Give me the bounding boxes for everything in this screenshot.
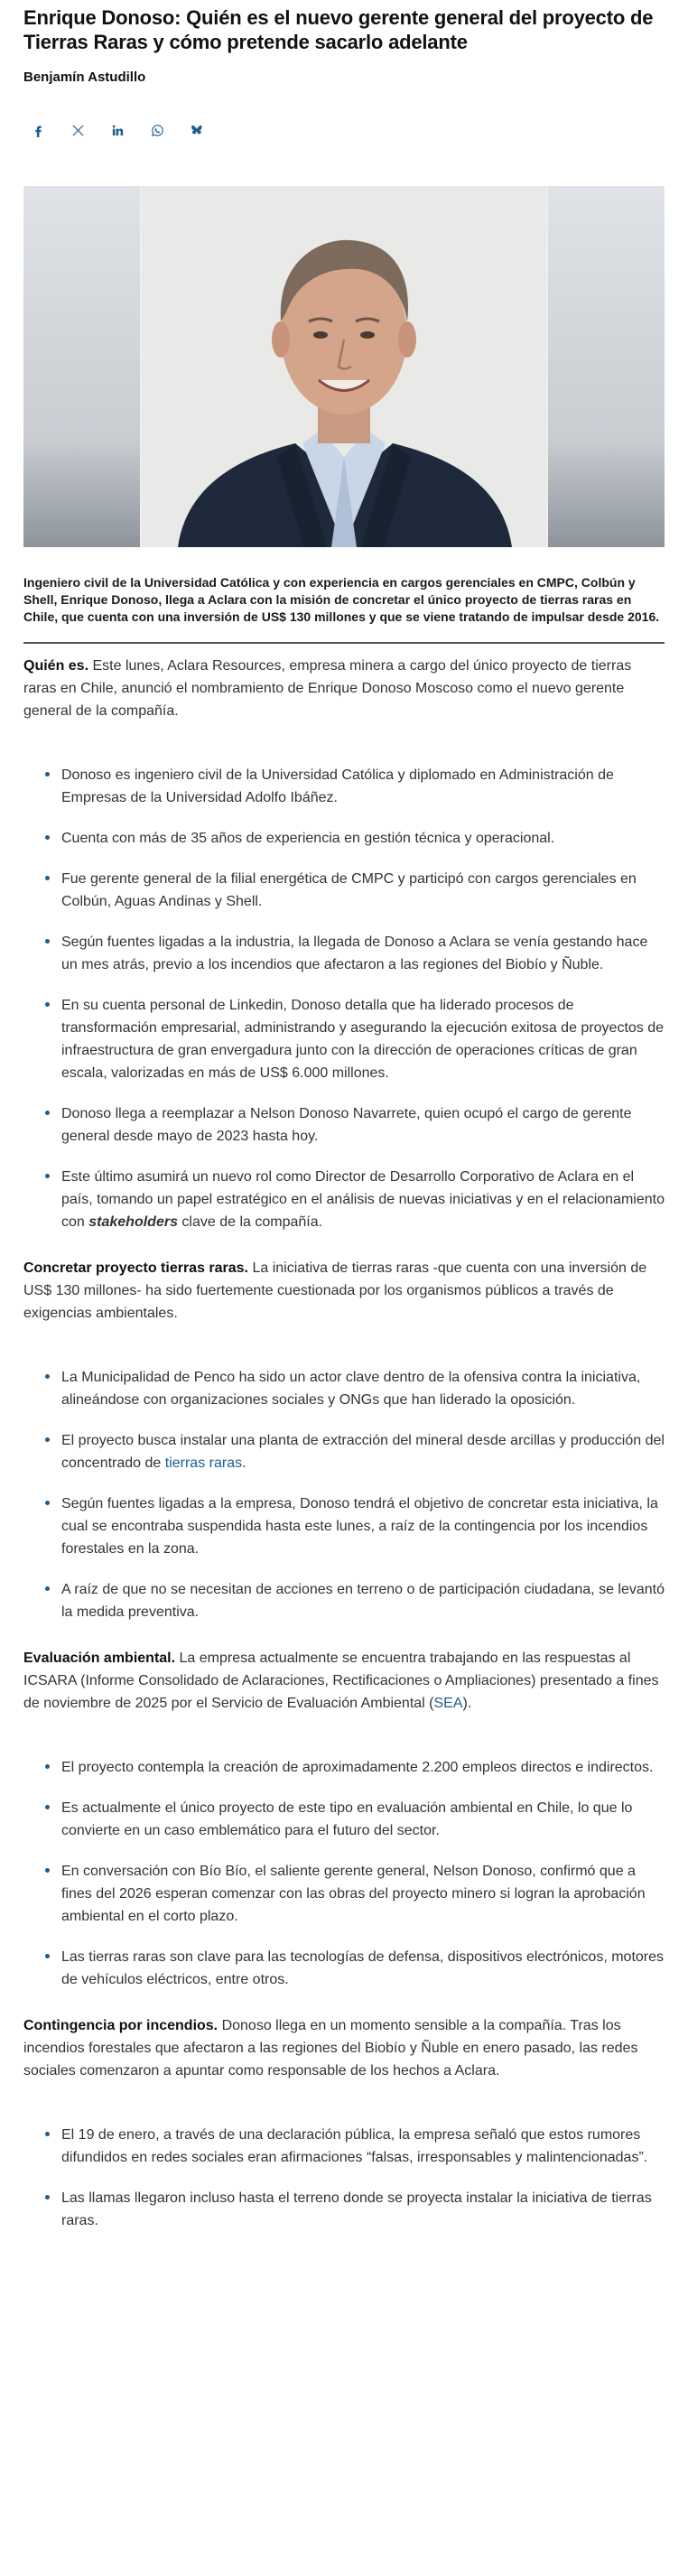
section-fires-lead: Contingencia por incendios. <box>23 2018 218 2033</box>
list-item: Las tierras raras son clave para las tecnologías de defensa, dispositivos electrónicos, motores de vehículos eléctricos, entre otros. <box>45 1946 665 1991</box>
section-project-paragraph <box>23 1257 665 1325</box>
portrait-illustration <box>142 186 546 547</box>
list-item-text: . <box>242 1455 246 1471</box>
photo-caption: Ingeniero civil de la Universidad Católica y con experiencia en cargos gerenciales en CMPC, Colbún y Shell, Enrique Donoso, llega a Aclara con la misión de concretar el único proyecto de tierras raras en Chile, que cuenta con una inversión de US$ 130 millones y que se viene tratando de impulsar desde 2016. <box>23 574 665 644</box>
intro-paragraph <box>23 655 665 722</box>
list-item <box>45 1166 665 1233</box>
list-item: En su cuenta personal de Linkedin, Donoso detalla que ha liderado procesos de transformación empresarial, administrando y asegurando la ejecución exitosa de proyectos de infraestructura de gran envergadura junto con la dirección de operaciones críticas de gran escala, valorizadas en más de US$ 6.000 millones. <box>45 994 665 1084</box>
section-fires-paragraph <box>23 2014 665 2082</box>
list-item: Donoso es ingeniero civil de la Universidad Católica y diplomado en Administración de Empresas de la Universidad Adolfo Ibáñez. <box>45 764 665 809</box>
section-project-lead: Concretar proyecto tierras raras. <box>23 1260 248 1276</box>
bluesky-share-button[interactable] <box>182 116 211 144</box>
list-item: El proyecto contempla la creación de aproximadamente 2.200 empleos directos e indirectos. <box>45 1756 665 1779</box>
intro-text: Este lunes, Aclara Resources, empresa minera a cargo del único proyecto de tierras raras en Chile, anunció el nombramiento de Enrique Donoso Moscoso como el nuevo gerente general de la compañía. <box>23 658 632 719</box>
bullet-list-project <box>23 1366 665 1623</box>
list-item: En conversación con Bío Bío, el saliente gerente general, Nelson Donoso, confirmó que a fines del 2026 esperan comenzar con las obras del proyecto minero si logran la aprobación ambiental en el corto plazo. <box>45 1860 665 1928</box>
x-share-button[interactable] <box>63 116 92 144</box>
list-item: Donoso llega a reemplazar a Nelson Donoso Navarrete, quien ocupó el cargo de gerente general desde mayo de 2023 hasta hoy. <box>45 1102 665 1148</box>
hero-photo-blur-left <box>23 186 140 547</box>
section-evaluation-after: ). <box>462 1696 472 1711</box>
share-bar <box>23 116 665 144</box>
linkedin-share-button[interactable] <box>103 116 132 144</box>
whatsapp-icon <box>151 124 164 137</box>
list-item: La Municipalidad de Penco ha sido un actor clave dentro de la ofensiva contra la iniciativa, alineándose con organizaciones sociales y ONGs que han liderado la oposición. <box>45 1366 665 1411</box>
list-item: Es actualmente el único proyecto de este tipo en evaluación ambiental en Chile, lo que lo convierte en un caso emblemático para el futuro del sector. <box>45 1797 665 1842</box>
portrait-photo <box>142 186 546 547</box>
hero-photo-blur-right <box>548 186 665 547</box>
hero-photo <box>23 186 665 547</box>
list-item-text: clave de la compañía. <box>177 1214 323 1230</box>
list-item: A raíz de que no se necesitan de acciones en terreno o de participación ciudadana, se levantó la medida preventiva. <box>45 1578 665 1623</box>
linkedin-icon <box>111 124 125 137</box>
section-project-text: La iniciativa de tierras raras -que cuenta con una inversión de US$ 130 millones- ha sido fuertemente cuestionada por los organismos públicos a través de exigencias ambientales. <box>23 1260 647 1321</box>
list-item <box>45 1429 665 1474</box>
whatsapp-share-button[interactable] <box>143 116 172 144</box>
list-item: Cuenta con más de 35 años de experiencia en gestión técnica y operacional. <box>45 827 665 850</box>
stakeholders-emphasis: stakeholders <box>88 1214 178 1230</box>
list-item: El 19 de enero, a través de una declaración pública, la empresa señaló que estos rumores difundidos en redes sociales eran afirmaciones “falsas, irresponsables y malintencionadas”. <box>45 2124 665 2169</box>
bullet-list-evaluation <box>23 1756 665 1991</box>
list-item: Fue gerente general de la filial energética de CMPC y participó con cargos gerenciales en Colbún, Aguas Andinas y Shell. <box>45 868 665 913</box>
author-name[interactable]: Benjamín Astudillo <box>23 70 146 85</box>
facebook-share-button[interactable] <box>23 116 52 144</box>
tierras-raras-link[interactable]: tierras raras <box>164 1455 243 1471</box>
facebook-icon <box>32 124 45 137</box>
bullet-list-fires <box>23 2124 665 2232</box>
article-headline: Enrique Donoso: Quién es el nuevo gerente general del proyecto de Tierras Raras y cómo pretende sacarlo adelante <box>23 6 654 53</box>
sea-link[interactable]: SEA <box>433 1696 463 1711</box>
list-item: Según fuentes ligadas a la industria, la llegada de Donoso a Aclara se venía gestando hace un mes atrás, previo a los incendios que afectaron a las regiones del Biobío y Ñuble. <box>45 931 665 976</box>
bluesky-icon <box>191 124 204 137</box>
section-evaluation-lead: Evaluación ambiental. <box>23 1651 176 1666</box>
list-item: Las llamas llegaron incluso hasta el terreno donde se proyecta instalar la iniciativa de tierras raras. <box>45 2187 665 2232</box>
bullet-list-profile <box>23 764 665 1233</box>
section-evaluation-text: La empresa actualmente se encuentra trabajando en las respuestas al ICSARA (Informe Consolidado de Aclaraciones, Rectificaciones o Ampliaciones) presentado a fines de noviembre de 2025 por el Servicio de Evaluación Ambiental ( <box>23 1651 659 1711</box>
list-item: Según fuentes ligadas a la empresa, Donoso tendrá el objetivo de concretar esta iniciativa, la cual se encontraba suspendida hasta este lunes, a raíz de la contingencia por los incendios forestales en la zona. <box>45 1493 665 1560</box>
x-icon <box>71 124 85 137</box>
section-fires-text: Donoso llega en un momento sensible a la compañía. Tras los incendios forestales que afectaron a las regiones del Biobío y Ñuble en enero pasado, las redes sociales comenzaron a apuntar como responsable de los hechos a Aclara. <box>23 2018 638 2078</box>
list-item-text: Este último asumirá un nuevo rol como Director de Desarrollo Corporativo de Aclara en el país, tomando un papel estratégico en el análisis de nuevas iniciativas y en el relacionamiento con <box>61 1169 665 1230</box>
section-evaluation-paragraph <box>23 1647 665 1715</box>
list-item-text: El proyecto busca instalar una planta de extracción del mineral desde arcillas y producción del concentrado de <box>61 1433 665 1471</box>
intro-lead: Quién es. <box>23 658 89 674</box>
